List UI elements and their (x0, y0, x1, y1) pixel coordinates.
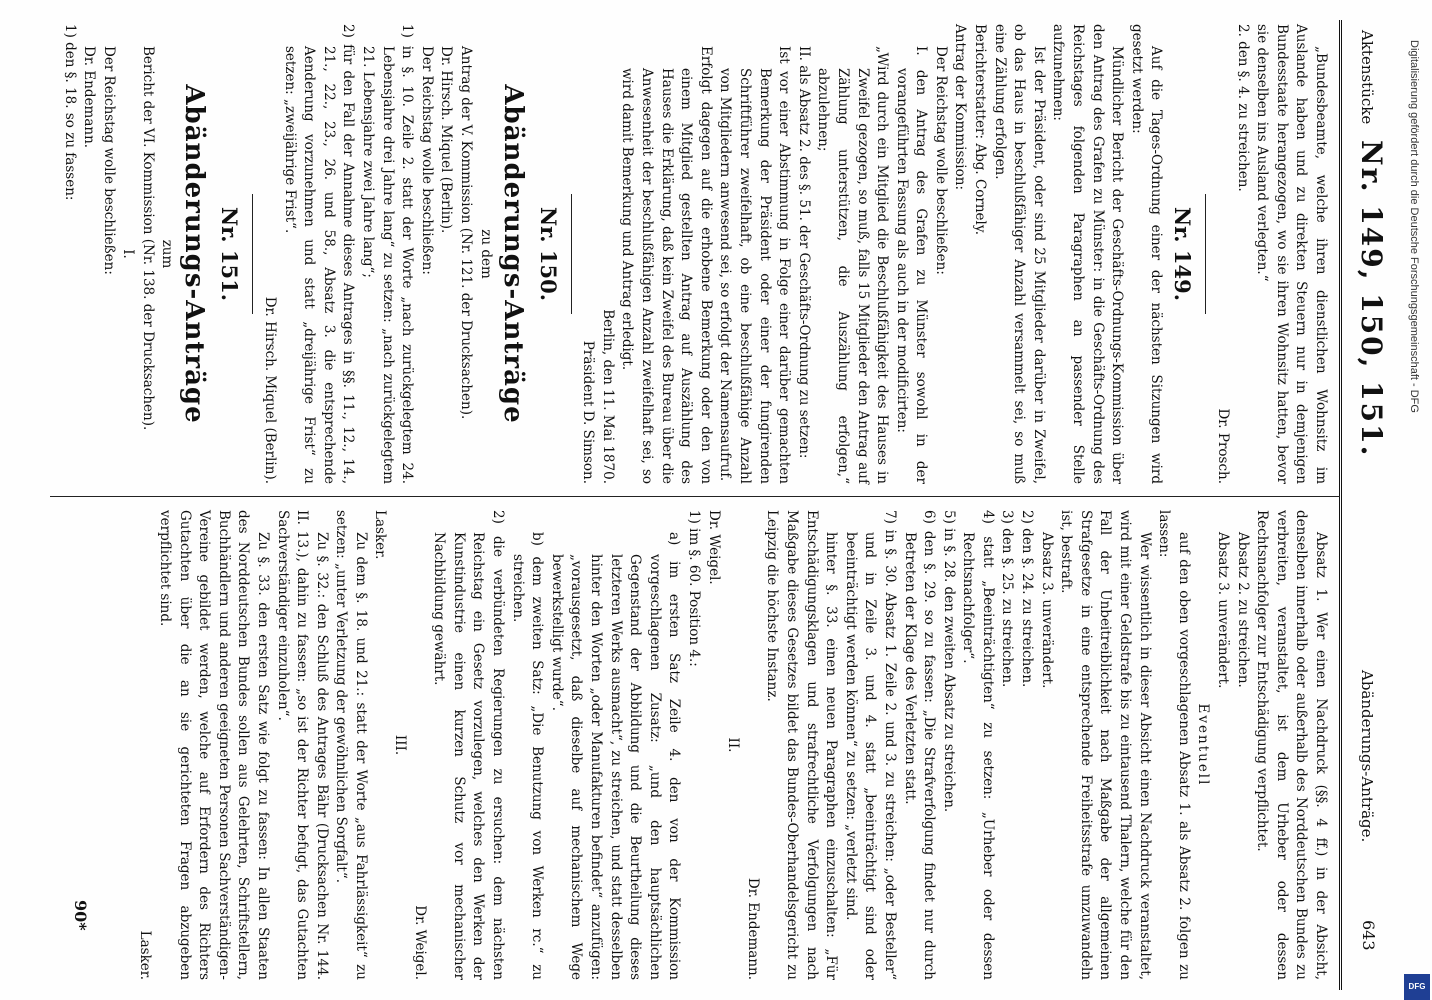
text-paragraph: 2. den §. 4. zu streichen. (1234, 24, 1251, 192)
text-paragraph: Dr. Weigel. (705, 510, 722, 585)
header-left: Aktenstücke (1358, 30, 1376, 125)
text-paragraph: „Wird durch ein Mitglied die Beschlußfähigkeit des Hauses in Zweifel gezogen, so muß, falls 15 Mitglieder den Antrag auf Zählung unterstützen, die Auszählung erfolgen,“ abzulehnen; (815, 46, 891, 484)
header-rule (1339, 20, 1342, 990)
text-paragraph: Zu §. 33. den ersten Satz wie folgt zu fassen: In allen Staaten des Norddeutschen Bundes sollen aus Gelehrten, Schriftstellern, Buchhändlern und anderen geeigneten Personen Sachverständigen-Vereine gebildet werden, welche auf Erfordern des Richters Gutachten über die an sie gerichteten Fragen abzugeben verpflichtet sind. (156, 510, 271, 980)
text-paragraph: Dr. Endemann. (744, 877, 761, 980)
text-paragraph: auf den oben vorgeschlagenen Absatz 1. als Absatz 2. folgen zu lassen: (1156, 510, 1192, 980)
text-paragraph: Wer wissentlich in dieser Absicht einen Nachdruck veranstaltet, wird mit einer Geldstrafe bis zu eintausend Thalern, welche für den Fall der Unbeitreiblichkeit nach Maßgabe der allgemeinen Strafgesetze in eine entsprechende Freiheitsstrafe umzuwandeln ist, bestraft. (1058, 510, 1153, 980)
text-paragraph: Auf die Tages-Ordnung einer der nächsten Sitzungen wird gesetzt werden: (1128, 24, 1165, 484)
text-paragraph: Der Reichstag wolle beschließen: (932, 46, 949, 275)
text-paragraph: Berlin, den 11. Mai 1870. (599, 309, 616, 484)
text-paragraph: 2) für den Fall der Annahme dieses Antrages in §§. 11., 12., 14., 21., 22., 23., 26. und 58., Absatz 3. die entsprechende Aenderung vorzunehmen und statt „dreijährige Frist“ zu setzen: „zweijährige Frist“. (281, 24, 357, 484)
section-rule (1205, 194, 1206, 314)
text-paragraph: 4) statt „Beeinträchtigten“ zu setzen: „Urheber oder dessen Rechtsnachfolger“. (960, 510, 996, 980)
text-paragraph: 3) den §. 25. zu streichen. (999, 510, 1016, 688)
text-paragraph: Dr. Weigel. (411, 905, 428, 980)
text-paragraph: 1) im §. 60. Position 4.: (686, 510, 702, 667)
right-text-column (135, 510, 1330, 980)
header-title: Nr. 149, 150, 151. (1355, 140, 1388, 458)
text-paragraph: 2) den §. 24. zu streichen. (1019, 510, 1036, 688)
section-rule (571, 194, 572, 314)
left-text-column (59, 24, 1330, 484)
dfg-logo: DFG (1404, 974, 1430, 1000)
text-paragraph: Lasker. (137, 930, 154, 980)
text-paragraph: Der Reichstag wolle beschließen: (418, 46, 435, 275)
text-paragraph: Antrag der V. Kommission (Nr. 121. der Drucksachen). (458, 46, 475, 420)
text-paragraph: zu dem (477, 229, 494, 279)
text-paragraph: Abänderungs-Anträge (497, 84, 528, 424)
text-paragraph: Dr. Prosch. (1215, 408, 1232, 484)
text-paragraph: hinter §. 33. einen neuen Paragraphen einzuschalten: „Für Entschädigungsklagen und strafrechtliche Verfolgungen nach Maßgabe dieses Gesetzes bildet das Bundes-Oberhandelsgericht zu Leipzig die höchste Instanz. (764, 510, 840, 980)
text-paragraph: a) im ersten Satz Zeile 4. den von der Kommission vorgeschlagenen Zusatz: „und den hauptsächlichen Gegenstand der Abbildung und die Beurtheilung dieses letzteren Werks ausmacht“, zu streichen, und statt desselben hinter den Worten „oder Manufakturen befindet“ anzufügen: „vorausgesetzt, daß dieselbe auf mechanischem Wege bewerkstelligt wurde“. (548, 532, 683, 980)
text-paragraph: Absatz 1. Wer einen Nachdruck (§§. 4 ff.) in der Absicht, denselben innerhalb oder außerhalb des Norddeutschen Bundes zu verbreiten, veranstaltet, ist dem Urheber oder dessen Rechtsnachfolger zur Entschädigung verpflichtet. (1254, 510, 1329, 980)
text-paragraph: II. als Absatz 2. des §. 51. der Geschäfts-Ordnung zu setzen: (795, 46, 812, 459)
text-paragraph: zum (159, 239, 176, 269)
header-right: Abänderungs-Anträge. (1358, 670, 1376, 843)
text-paragraph: Eventuell (1195, 703, 1212, 787)
text-paragraph: Antrag der Kommission: (952, 24, 969, 190)
section-rule (253, 194, 254, 314)
text-paragraph: Zu §. 32.: den Schluß des Antrages Bähr (Drucksachen Nr. 144. II. 13.), dahin zu fassen: „so ist der Richter befugt, das Gutachten Sachverständiger einzuholen“. (274, 510, 330, 980)
text-paragraph: „Bundesbeamte, welche ihren dienstlichen Wohnsitz im Auslande haben und zu direkten Steuern nur in demjenigen Bundesstaate herangezogen, wo sie ihren Wohnsitz hatten, bevor sie denselben ins Ausland verlegten.“ (1254, 24, 1329, 484)
text-paragraph: Absatz 3. unverändert. (1038, 532, 1055, 689)
text-paragraph: 1) den §. 18. so zu fassen: (61, 24, 78, 201)
text-paragraph: Absatz 3. unverändert. (1215, 532, 1232, 689)
text-paragraph: 6) den §. 29. so zu fassen: „Die Strafverfolgung findet nur durch Betreten der Klage des Verletzten statt. (901, 510, 938, 980)
text-paragraph: I. den Antrag des Grafen zu Münster sowohl in der vorangeführten Fassung als auch in der modificirten: (893, 46, 930, 484)
text-paragraph: Präsident D. Simson. (580, 340, 597, 484)
text-paragraph: Bericht der VI. Kommission (Nr. 138. der Drucksachen). (139, 46, 156, 431)
text-paragraph: 7) in §. 30. Absatz 1. Zeile 2. und 3. zu streichen: „oder Besteller“ und in Zeile 3. und 4. statt „beeinträchtigt sind oder beeinträchtigt werden können“ zu setzen: „verletzt sind. (842, 510, 898, 980)
text-paragraph: Erfolgt dagegen auf die erhobene Bemerkung oder den von einem Mitglied gestellten Antrag auf Auszählung des Hauses die Erklärung, daß kein Zweifel des Bureau über die Anwesenheit der beschlußfähigen Anzahl zweifelhaft sei, so wird damit Bemerkung und Antrag erledigt. (619, 46, 714, 484)
text-paragraph: Berichterstatter: Abg. Cornely. (972, 24, 989, 235)
text-paragraph: Mündlicher Bericht der Geschäfts-Ordnungs-Kommission über den Antrag des Grafen zu Münster: in die Geschäfts-Ordnung des Reichstages folgenden Paragraphen an passender Stelle aufzunehmen: (1050, 24, 1126, 484)
text-paragraph: Dr. Endemann. (81, 46, 98, 149)
page-header (1340, 0, 1390, 1000)
text-paragraph: I. (120, 249, 137, 259)
text-paragraph: Der Reichstag wolle beschließen: (100, 46, 117, 275)
text-paragraph: Abänderungs-Anträge (179, 84, 210, 424)
text-paragraph: Absatz 2. zu streichen. (1234, 532, 1251, 688)
text-paragraph: Lasker. (372, 510, 389, 560)
text-paragraph: Ist der Präsident, oder sind 25 Mitglieder darüber in Zweifel, ob das Haus in beschlußfähiger Anzahl versammelt sei, so muß eine Zählung erfolgen. (991, 24, 1047, 484)
digitization-credit: Digitalisierung gefördert durch die Deutsche Forschungsgemeinschaft - DFG (1408, 40, 1420, 413)
text-paragraph: Nr. 149. (1170, 206, 1196, 302)
text-paragraph: 2) die verbündeten Regierungen zu ersuchen: dem nächsten Reichstag ein Gesetz vorzulegen, welches den Werken der Kunstindustrie einen kurzen Schutz vor mechanischer Nachbildung gewährt. (431, 510, 507, 980)
text-paragraph: b) dem zweiten Satz: „Die Benutzung von Werken rc.“ zu streichen. (509, 532, 546, 980)
text-paragraph: Ist vor einer Abstimmung in Folge einer darüber gemachten Bemerkung der Präsident oder einer der fungirenden Schriftführer zweifelhaft, ob eine beschlußfähige Anzahl von Mitgliedern anwesend sei, so erfolgt der Namensaufruf. (717, 46, 793, 484)
text-paragraph: 5) in §. 28. den zweiten Absatz zu streichen. (940, 510, 957, 813)
text-paragraph: II. (725, 737, 742, 753)
text-paragraph: 1) in §. 10. Zeile 2. statt der Worte „nach zurückgelegtem 24. Lebensjahre drei Jahre lang“ zu setzen: „nach zurückgelegtem 21. Lebensjahre zwei Jahre lang“; (360, 24, 416, 484)
text-paragraph: III. (392, 734, 409, 756)
text-paragraph: Dr. Hirsch. Miquel (Berlin). (262, 296, 279, 484)
text-paragraph: Zu dem §. 18. und 21.: statt der Worte „aus Fahrlässigkeit“ zu setzen: „unter Verletzung der gewöhnlichen Sorgfalt“. (333, 510, 369, 980)
text-paragraph: Nr. 150. (535, 206, 561, 302)
page-number: 643 (1359, 920, 1378, 951)
column-divider (50, 496, 1340, 497)
text-paragraph: Nr. 151. (217, 206, 243, 302)
footer-page-mark: 90* (71, 900, 90, 931)
digitization-sidebar (1402, 10, 1432, 1000)
text-paragraph: Dr. Hirsch. Miquel (Berlin). (438, 46, 455, 234)
